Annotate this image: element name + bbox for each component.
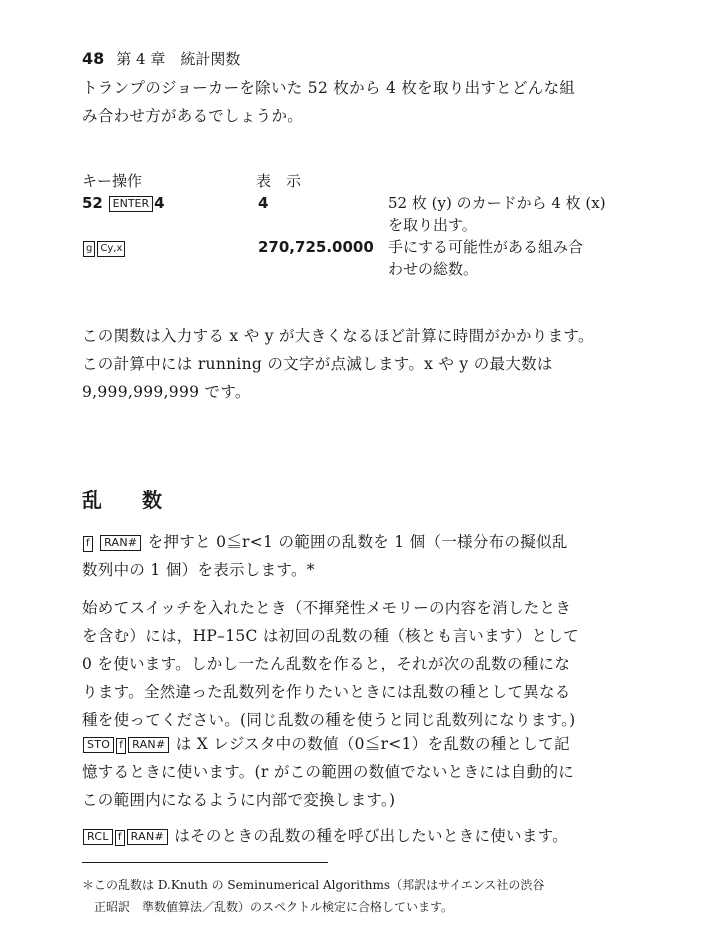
- sto-key: STO: [83, 737, 114, 753]
- sto-paragraph: [82, 730, 622, 814]
- para-line: を含む）には，HP–15C は初回の乱数の種（核とも言います）として: [82, 627, 579, 645]
- row2-display: 270,725.0000: [258, 238, 374, 256]
- para-text: は X レジスタ中の数値（0≦r<1）を乱数の種として記: [170, 735, 570, 753]
- section-heading: 乱 数: [82, 488, 162, 512]
- para-text: を押すと 0≦r<1 の範囲の乱数を 1 個（一様分布の擬似乱: [142, 533, 568, 551]
- intro-paragraph: [82, 74, 622, 130]
- ran-key: RAN#: [127, 829, 168, 845]
- page-number: 48: [82, 49, 105, 68]
- f-key: f: [116, 738, 126, 754]
- row2-keys: [82, 236, 126, 258]
- column-header-keys: キー操作: [82, 172, 143, 190]
- note-line: この関数は入力する x や y が大きくなるほど計算に時間がかかります。: [82, 327, 594, 345]
- intro-line: トランプのジョーカーを除いた 52 枚から 4 枚を取り出すとどんな組: [82, 79, 576, 97]
- key-number: 4: [154, 194, 165, 212]
- row1-display: 4: [258, 194, 269, 212]
- seed-paragraph: [82, 594, 622, 734]
- f-key: f: [83, 536, 93, 552]
- footnote: [82, 874, 622, 918]
- para-line: 種を使ってください。(同じ乱数の種を使うと同じ乱数列になります。): [82, 711, 576, 729]
- para-line: 始めてスイッチを入れたとき（不揮発性メモリーの内容を消したとき: [82, 599, 572, 617]
- footnote-divider: [82, 862, 328, 863]
- para-line: [82, 730, 622, 758]
- desc-line: 52 枚 (y) のカードから 4 枚 (x): [388, 194, 606, 212]
- note-line: 9,999,999,999 です。: [82, 383, 251, 401]
- rcl-paragraph: [82, 822, 622, 850]
- enter-key: ENTER: [109, 196, 154, 212]
- g-key: g: [83, 241, 95, 257]
- footnote-line: 正昭訳 準数値算法／乱数）のスペクトル検定に合格しています。: [82, 900, 454, 914]
- ran-key: RAN#: [100, 535, 141, 551]
- desc-line: 手にする可能性がある組み合: [388, 238, 584, 256]
- rcl-key: RCL: [83, 829, 113, 845]
- column-header-display: 表 示: [256, 172, 302, 190]
- intro-line: み合わせ方があるでしょうか。: [82, 107, 304, 125]
- key-number: 52: [82, 194, 103, 212]
- para-line: 数列中の 1 個）を表示します。*: [82, 561, 315, 579]
- chapter-title: 第 4 章 統計関数: [116, 50, 241, 68]
- para-line: [82, 528, 622, 556]
- para-line: ります。全然違った乱数列を作りたいときには乱数の種として異なる: [82, 683, 571, 701]
- cyx-key: Cy,x: [97, 241, 125, 257]
- para-line: 憶するときに使います。(r がこの範囲の数値でないときには自動的に: [82, 763, 575, 781]
- ran-paragraph: [82, 528, 622, 584]
- desc-line: わせの総数。: [388, 260, 479, 278]
- para-line: 0 を使います。しかし一たん乱数を作ると，それが次の乱数の種にな: [82, 655, 571, 673]
- para-line: この範囲内になるように内部で変換します。): [82, 791, 396, 809]
- para-text: はそのときの乱数の種を呼び出したいときに使います。: [169, 827, 569, 845]
- row1-description: [388, 192, 623, 236]
- note-paragraph: [82, 322, 622, 406]
- f-key: f: [115, 830, 125, 846]
- row1-keys: [82, 192, 165, 214]
- footnote-line: ＊この乱数は D.Knuth の Seminumerical Algorithms（邦訳はサイエンス社の渋谷: [82, 878, 545, 892]
- note-line: この計算中には running の文字が点滅します。x や y の最大数は: [82, 355, 553, 373]
- row2-description: [388, 236, 623, 280]
- page-header: [82, 48, 240, 69]
- ran-key: RAN#: [128, 737, 169, 753]
- para-line: [82, 822, 622, 850]
- desc-line: を取り出す。: [388, 216, 477, 234]
